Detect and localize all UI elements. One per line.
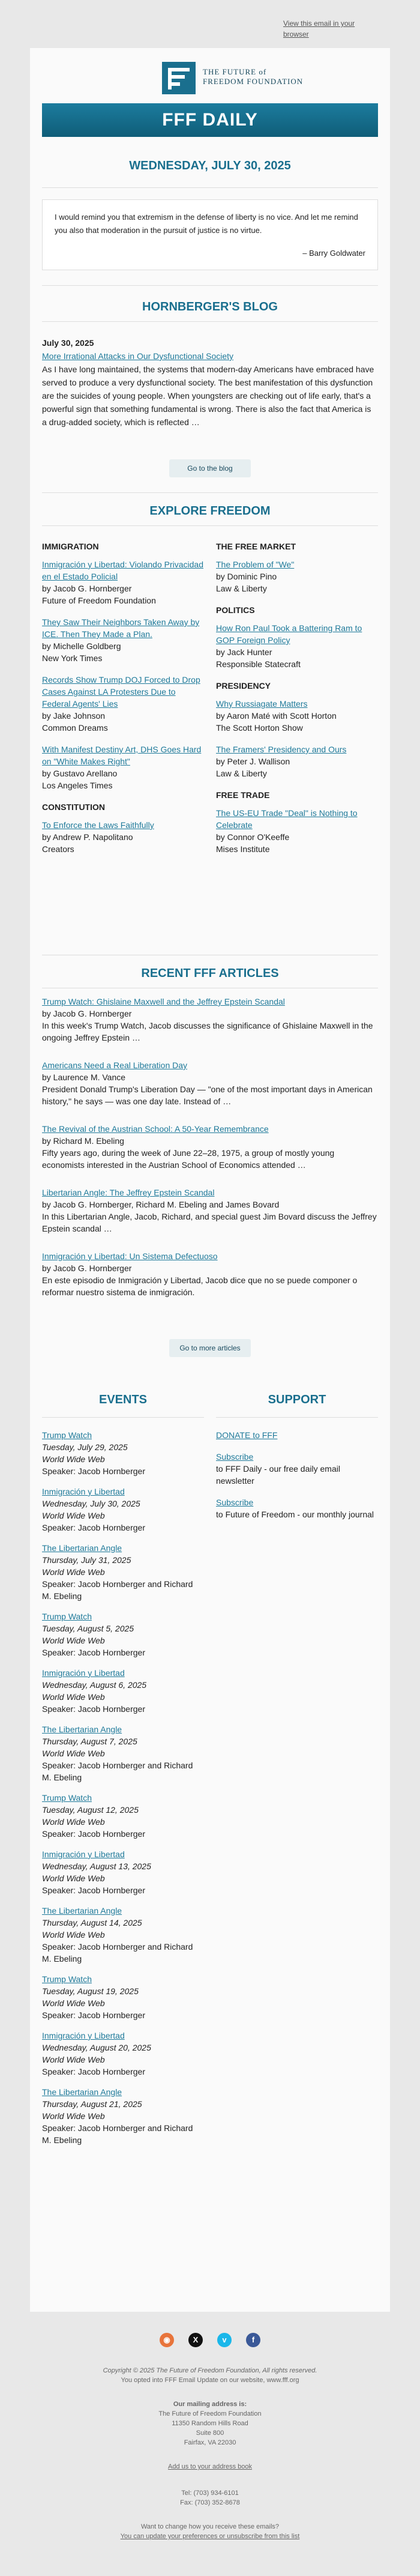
explore-section-title: FREE TRADE bbox=[216, 790, 270, 800]
footer-copyright bbox=[0, 2366, 420, 2385]
event-title-link[interactable]: The Libertarian Angle bbox=[42, 2087, 122, 2097]
event-date: Thursday, August 14, 2025 bbox=[42, 1918, 142, 1927]
blog-date: July 30, 2025 bbox=[42, 338, 94, 348]
event-date: Wednesday, August 6, 2025 bbox=[42, 1680, 147, 1690]
explore-item-author: by Andrew P. Napolitano bbox=[42, 832, 133, 842]
event-speaker: Speaker: Jacob Hornberger bbox=[42, 1885, 145, 1895]
explore-item-source: New York Times bbox=[42, 653, 103, 663]
explore-item-source: Creators bbox=[42, 844, 74, 854]
support-item bbox=[216, 1496, 378, 1520]
support-link[interactable]: Subscribe bbox=[216, 1498, 254, 1507]
divider bbox=[42, 321, 378, 322]
go-to-blog-button[interactable]: Go to the blog bbox=[169, 459, 251, 477]
event-speaker: Speaker: Jacob Hornberger bbox=[42, 1648, 145, 1657]
event-title-link[interactable]: Trump Watch bbox=[42, 1612, 92, 1621]
footer-preferences bbox=[0, 2522, 420, 2541]
explore-item-link[interactable]: To Enforce the Laws Faithfully bbox=[42, 820, 154, 830]
logo-text: THE FUTURE of FREEDOM FOUNDATION bbox=[203, 67, 304, 86]
event-date: Tuesday, August 19, 2025 bbox=[42, 1986, 139, 1996]
divider bbox=[216, 1417, 378, 1418]
explore-item bbox=[42, 743, 204, 791]
explore-item bbox=[216, 698, 378, 734]
recent-article bbox=[42, 996, 378, 1044]
event-location: World Wide Web bbox=[42, 1998, 105, 2008]
top-bar bbox=[0, 0, 420, 48]
explore-item-author: by Connor O'Keeffe bbox=[216, 832, 290, 842]
explore-item-source: Mises Institute bbox=[216, 844, 270, 854]
event-item bbox=[42, 1848, 204, 1896]
event-item bbox=[42, 1905, 204, 1965]
explore-item bbox=[42, 616, 204, 664]
event-title-link[interactable]: Trump Watch bbox=[42, 1793, 92, 1803]
explore-item-source: Responsible Statecraft bbox=[216, 659, 301, 669]
event-speaker: Speaker: Jacob Hornberger and Richard M. Ebeling bbox=[42, 1579, 193, 1601]
recent-article-author: by Jacob G. Hornberger, Richard M. Ebeling and James Bovard bbox=[42, 1200, 280, 1209]
event-location: World Wide Web bbox=[42, 1749, 105, 1758]
address-line: 11350 Random Hills Road bbox=[172, 2420, 248, 2427]
explore-item-author: by Jacob G. Hornberger bbox=[42, 584, 132, 593]
support-heading: SUPPORT bbox=[268, 1393, 326, 1406]
address-line: Fairfax, VA 22030 bbox=[184, 2439, 236, 2446]
fff-logo-icon bbox=[162, 62, 196, 94]
support-description: to FFF Daily - our free daily email newsletter bbox=[216, 1464, 340, 1486]
event-title-link[interactable]: Trump Watch bbox=[42, 1430, 92, 1440]
event-item bbox=[42, 1667, 204, 1715]
divider bbox=[42, 187, 378, 188]
explore-item-link[interactable]: With Manifest Destiny Art, DHS Goes Hard on "White Makes Right" bbox=[42, 745, 202, 766]
recent-article bbox=[42, 1250, 378, 1298]
recent-article bbox=[42, 1123, 378, 1171]
event-date: Thursday, August 7, 2025 bbox=[42, 1737, 137, 1746]
event-speaker: Speaker: Jacob Hornberger bbox=[42, 2067, 145, 2076]
event-speaker: Speaker: Jacob Hornberger bbox=[42, 2010, 145, 2020]
event-location: World Wide Web bbox=[42, 1692, 105, 1702]
recent-article-link[interactable]: Americans Need a Real Liberation Day bbox=[42, 1060, 188, 1070]
event-speaker: Speaker: Jacob Hornberger and Richard M. Ebeling bbox=[42, 2123, 193, 2145]
copyright-text: Copyright © 2025 The Future of Freedom Foundation, All rights reserved. bbox=[103, 2367, 317, 2374]
explore-item bbox=[216, 807, 378, 855]
event-date: Thursday, August 21, 2025 bbox=[42, 2099, 142, 2109]
recent-article-excerpt: President Donald Trump's Liberation Day — "one of the most important days in American history," he says — was one day late. Instead of … bbox=[42, 1084, 373, 1106]
explore-item-author: by Jack Hunter bbox=[216, 647, 272, 657]
explore-item bbox=[42, 558, 204, 606]
blog-section bbox=[42, 336, 378, 429]
blog-excerpt: As I have long maintained, the systems that modern-day Americans have embraced have served to produce a very dysfunctional society. The best manifestation of this dysfunction are the suicides of young people. When youngsters are checking out of life early, that's a powerful sign that something fundamental is wrong. There is also the fact that America is a drug-added society, which is reflected … bbox=[42, 364, 374, 427]
event-item bbox=[42, 1610, 204, 1658]
recent-article-link[interactable]: Libertarian Angle: The Jeffrey Epstein Scandal bbox=[42, 1188, 215, 1197]
support-item bbox=[216, 1429, 378, 1441]
explore-section-title: CONSTITUTION bbox=[42, 802, 105, 812]
recent-article-excerpt: Fifty years ago, during the week of June 22–28, 1975, a group of mostly young economists interested in the Austrian School of Economics attended … bbox=[42, 1148, 335, 1170]
event-date: Wednesday, August 20, 2025 bbox=[42, 2043, 151, 2052]
event-location: World Wide Web bbox=[42, 2111, 105, 2121]
event-item bbox=[42, 1429, 204, 1477]
explore-item bbox=[42, 819, 204, 855]
preferences-link[interactable]: You can update your preferences or unsubscribe from this list bbox=[120, 2533, 300, 2540]
explore-section-title: THE FREE MARKET bbox=[216, 542, 296, 551]
event-item bbox=[42, 1723, 204, 1783]
tel-text: Tel: (703) 934-6101 bbox=[181, 2490, 239, 2497]
social-links bbox=[0, 2333, 420, 2351]
footer-address bbox=[0, 2399, 420, 2448]
divider bbox=[42, 285, 378, 286]
go-to-more-articles-button[interactable]: Go to more articles bbox=[169, 1339, 251, 1357]
fax-text: Fax: (703) 352-8678 bbox=[180, 2499, 240, 2506]
explore-left-column bbox=[42, 540, 204, 865]
event-date: Wednesday, July 30, 2025 bbox=[42, 1499, 140, 1508]
recent-article-link[interactable]: Trump Watch: Ghislaine Maxwell and the Jeffrey Epstein Scandal bbox=[42, 997, 285, 1006]
events-list bbox=[42, 1429, 204, 2154]
blog-heading: HORNBERGER'S BLOG bbox=[142, 300, 278, 313]
explore-item bbox=[216, 743, 378, 779]
explore-item-author: by Jake Johnson bbox=[42, 711, 106, 721]
event-date: Thursday, July 31, 2025 bbox=[42, 1555, 131, 1565]
event-location: World Wide Web bbox=[42, 1873, 105, 1883]
event-location: World Wide Web bbox=[42, 1636, 105, 1645]
support-list bbox=[216, 1429, 378, 1530]
address-line: The Future of Freedom Foundation bbox=[158, 2410, 262, 2417]
recent-article-author: by Jacob G. Hornberger bbox=[42, 1009, 132, 1018]
newsletter-banner: FFF DAILY bbox=[42, 103, 378, 137]
explore-section-title: PRESIDENCY bbox=[216, 681, 271, 691]
recent-article-author: by Laurence M. Vance bbox=[42, 1072, 126, 1082]
email-card bbox=[30, 48, 390, 2312]
recent-article-author: by Richard M. Ebeling bbox=[42, 1136, 124, 1146]
explore-item-link[interactable]: Why Russiagate Matters bbox=[216, 699, 308, 709]
explore-item bbox=[42, 674, 204, 734]
event-title-link[interactable]: Trump Watch bbox=[42, 1974, 92, 1984]
rss-icon[interactable]: ◉ bbox=[160, 2333, 174, 2347]
event-speaker: Speaker: Jacob Hornberger bbox=[42, 1704, 145, 1714]
recent-article-link[interactable]: The Revival of the Austrian School: A 50-Year Remembrance bbox=[42, 1124, 269, 1134]
recent-articles-heading: RECENT FFF ARTICLES bbox=[141, 967, 279, 980]
explore-item-link[interactable]: The US-EU Trade "Deal" is Nothing to Celebrate bbox=[216, 808, 358, 830]
event-speaker: Speaker: Jacob Hornberger bbox=[42, 1466, 145, 1476]
explore-item-author: by Peter J. Wallison bbox=[216, 757, 290, 766]
event-speaker: Speaker: Jacob Hornberger bbox=[42, 1523, 145, 1532]
explore-item-author: by Dominic Pino bbox=[216, 572, 277, 581]
event-title-link[interactable]: Inmigración y Libertad bbox=[42, 1849, 125, 1859]
event-title-link[interactable]: Inmigración y Libertad bbox=[42, 1487, 125, 1496]
explore-right-column bbox=[216, 540, 378, 865]
mailing-label: Our mailing address is: bbox=[173, 2401, 247, 2408]
support-link[interactable]: DONATE to FFF bbox=[216, 1430, 278, 1440]
event-speaker: Speaker: Jacob Hornberger bbox=[42, 1829, 145, 1839]
quote-box bbox=[42, 199, 378, 270]
quote-text: I would remind you that extremism in the defense of liberty is no vice. And let me remind you also that moderation in the pursuit of justice is no virtue. bbox=[55, 213, 358, 235]
event-item bbox=[42, 1973, 204, 2021]
recent-article-excerpt: In this Libertarian Angle, Jacob, Richard, and special guest Jim Bovard discuss the Jeffrey Epstein scandal … bbox=[42, 1212, 377, 1233]
event-location: World Wide Web bbox=[42, 1511, 105, 1520]
issue-date: WEDNESDAY, JULY 30, 2025 bbox=[129, 159, 291, 172]
fff-logo[interactable] bbox=[132, 59, 304, 96]
optin-text: You opted into FFF Email Update on our website, www.fff.org bbox=[121, 2377, 299, 2384]
quote-author: – Barry Goldwater bbox=[302, 249, 365, 258]
recent-article-link[interactable]: Inmigración y Libertad: Un Sistema Defectuoso bbox=[42, 1251, 218, 1261]
event-item bbox=[42, 1792, 204, 1840]
address-line: Suite 800 bbox=[196, 2429, 224, 2437]
explore-item-source: Law & Liberty bbox=[216, 769, 267, 778]
explore-heading: EXPLORE FREEDOM bbox=[149, 504, 271, 518]
event-location: World Wide Web bbox=[42, 1454, 105, 1464]
explore-item-author: by Michelle Goldberg bbox=[42, 641, 121, 651]
explore-item-link[interactable]: Inmigración y Libertad: Violando Privacidad en el Estado Policial bbox=[42, 560, 204, 581]
recent-article-author: by Jacob G. Hornberger bbox=[42, 1263, 132, 1273]
explore-item-source: Los Angeles Times bbox=[42, 781, 113, 790]
facebook-icon[interactable]: f bbox=[246, 2333, 260, 2347]
recent-article bbox=[42, 1059, 378, 1107]
support-description: to Future of Freedom - our monthly journal bbox=[216, 1510, 374, 1519]
explore-section-title: POLITICS bbox=[216, 605, 255, 615]
explore-item bbox=[216, 622, 378, 670]
event-date: Wednesday, August 13, 2025 bbox=[42, 1861, 151, 1871]
add-to-address-book-link[interactable]: Add us to your address book bbox=[167, 2463, 253, 2470]
view-in-browser-link[interactable]: View this email in your browser bbox=[283, 19, 355, 38]
recent-article-excerpt: En este episodio de Inmigración y Libertad, Jacob dice que no se puede componer o reformar nuestro sistema de inmigración. bbox=[42, 1275, 358, 1297]
explore-item-link[interactable]: How Ron Paul Took a Battering Ram to GOP Foreign Policy bbox=[216, 623, 362, 645]
support-item bbox=[216, 1451, 378, 1487]
explore-section-title: IMMIGRATION bbox=[42, 542, 99, 551]
explore-item-link[interactable]: Records Show Trump DOJ Forced to Drop Cases Against LA Protesters Due to Federal Agents' Lies bbox=[42, 675, 200, 709]
explore-item-source: Future of Freedom Foundation bbox=[42, 596, 156, 605]
event-date: Tuesday, August 5, 2025 bbox=[42, 1624, 134, 1633]
explore-item-author: by Aaron Maté with Scott Horton bbox=[216, 711, 337, 721]
explore-item-source: Common Dreams bbox=[42, 723, 108, 733]
event-item bbox=[42, 1486, 204, 1534]
event-title-link[interactable]: Inmigración y Libertad bbox=[42, 1668, 125, 1678]
event-location: World Wide Web bbox=[42, 1567, 105, 1577]
event-title-link[interactable]: The Libertarian Angle bbox=[42, 1725, 122, 1734]
support-link[interactable]: Subscribe bbox=[216, 1452, 254, 1462]
event-item bbox=[42, 2086, 204, 2146]
footer-phone bbox=[0, 2488, 420, 2508]
event-date: Tuesday, August 12, 2025 bbox=[42, 1805, 139, 1815]
event-location: World Wide Web bbox=[42, 1817, 105, 1827]
divider bbox=[42, 492, 378, 493]
event-title-link[interactable]: The Libertarian Angle bbox=[42, 1543, 122, 1553]
event-location: World Wide Web bbox=[42, 1930, 105, 1940]
event-item bbox=[42, 2030, 204, 2078]
divider bbox=[42, 1417, 204, 1418]
explore-item bbox=[216, 558, 378, 594]
explore-item-link[interactable]: The Problem of "We" bbox=[216, 560, 295, 569]
event-item bbox=[42, 1542, 204, 1602]
explore-item-source: Law & Liberty bbox=[216, 584, 267, 593]
event-title-link[interactable]: Inmigración y Libertad bbox=[42, 2031, 125, 2040]
event-speaker: Speaker: Jacob Hornberger and Richard M. Ebeling bbox=[42, 1942, 193, 1964]
explore-item-link[interactable]: They Saw Their Neighbors Taken Away by ICE. Then They Made a Plan. bbox=[42, 617, 200, 639]
vimeo-icon[interactable]: v bbox=[217, 2333, 232, 2347]
explore-item-source: The Scott Horton Show bbox=[216, 723, 303, 733]
change-question: Want to change how you receive these emails? bbox=[140, 2523, 280, 2530]
events-heading: EVENTS bbox=[98, 1393, 148, 1406]
event-date: Tuesday, July 29, 2025 bbox=[42, 1442, 128, 1452]
event-speaker: Speaker: Jacob Hornberger and Richard M. Ebeling bbox=[42, 1761, 193, 1782]
divider bbox=[42, 525, 378, 526]
recent-articles-list bbox=[42, 996, 378, 1314]
explore-item-link[interactable]: The Framers' Presidency and Ours bbox=[216, 745, 347, 754]
recent-article-excerpt: In this week's Trump Watch, Jacob discusses the significance of Ghislaine Maxwell in the ongoing Jeffrey Epstein … bbox=[42, 1021, 373, 1042]
blog-title-link[interactable]: More Irrational Attacks in Our Dysfunctional Society bbox=[42, 351, 234, 361]
recent-article bbox=[42, 1187, 378, 1235]
explore-item-author: by Gustavo Arellano bbox=[42, 769, 118, 778]
event-location: World Wide Web bbox=[42, 2055, 105, 2064]
x-icon[interactable]: X bbox=[188, 2333, 203, 2347]
event-title-link[interactable]: The Libertarian Angle bbox=[42, 1906, 122, 1915]
